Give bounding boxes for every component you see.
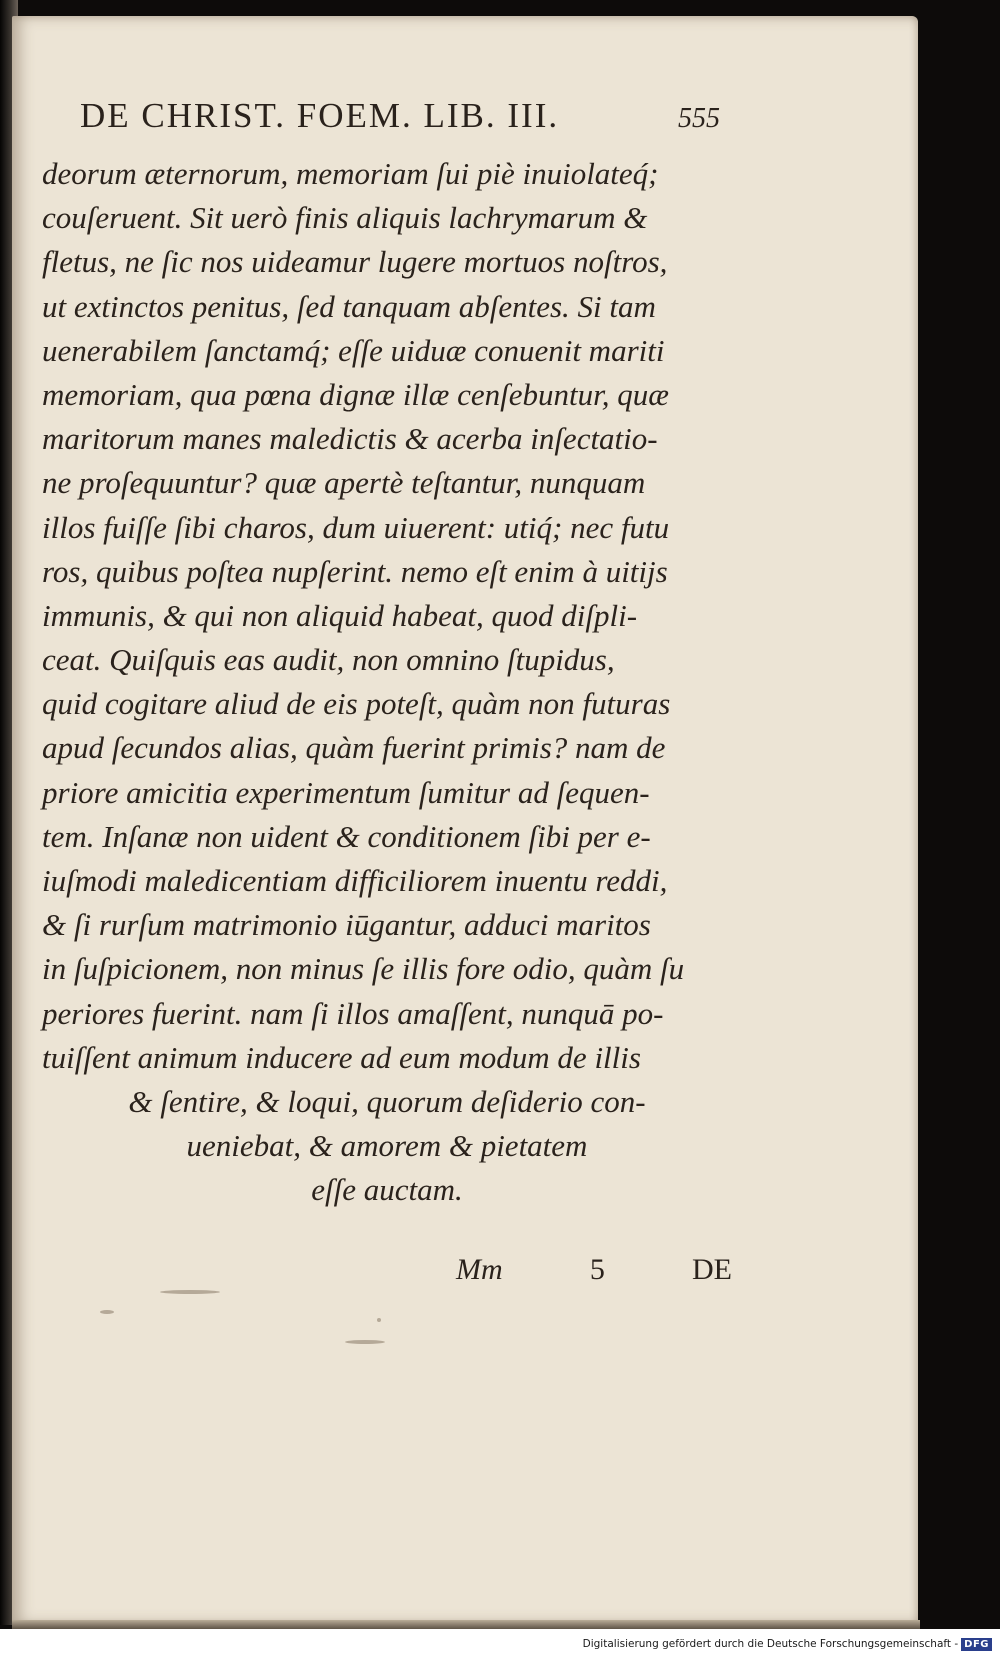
dfg-logo: DFG (961, 1638, 992, 1651)
body-text (42, 152, 732, 1213)
folio-number: 555 (678, 103, 720, 134)
text-line: ros, quibus poſtea nupſerint. nemo eſt enim à uitijs (42, 553, 668, 589)
text-line: maritorum manes maledictis & acerba inſectatio- (42, 421, 658, 457)
ink-speck (160, 1290, 220, 1294)
text-line: immunis, & qui non aliquid habeat, quod diſpli- (42, 597, 638, 633)
text-line: ceat. Quiſquis eas audit, non omnino ſtupidus, (42, 642, 615, 678)
ink-speck (345, 1340, 385, 1344)
text-line: ne proſequuntur? quæ apertè teſtantur, nunquam (42, 465, 646, 501)
ink-speck (377, 1318, 381, 1322)
text-line: in ſuſpicionem, non minus ſe illis fore odio, quàm ſu (42, 951, 685, 987)
text-line: quid cogitare aliud de eis poteſt, quàm non futuras (42, 686, 671, 722)
text-line: tem. Inſanæ non uident & conditionem ſibi per e- (42, 818, 651, 854)
ink-speck (100, 1310, 114, 1314)
running-head-title: DE CHRIST. FOEM. LIB. III. (80, 96, 560, 135)
text-line: priore amicitia experimentum ſumitur ad ſequen- (42, 774, 650, 810)
text-line: apud ſecundos alias, quàm fuerint primis? nam de (42, 730, 666, 766)
text-line: iuſmodi maledicentiam difficiliorem inuentu reddi, (42, 863, 668, 898)
text-line: ueniebat, & amorem & pietatem (186, 1128, 588, 1164)
funding-credit: Digitalisierung gefördert durch die Deutsche Forschungsgemeinschaft - (582, 1638, 959, 1650)
text-line: & ſi rurſum matrimonio iūgantur, adduci maritos (42, 907, 651, 943)
text-line: tuiſſent animum inducere ad eum modum de illis (42, 1039, 641, 1075)
text-line: deorum æternorum, memoriam ſui piè inuiolateq́; (42, 156, 659, 191)
footer-bar (0, 1629, 1000, 1659)
catchword: DE (692, 1253, 732, 1286)
text-line: & ſentire, & loqui, quorum deſiderio con- (128, 1083, 646, 1119)
catchline (456, 1253, 732, 1287)
signature-mark: Mm (456, 1253, 503, 1286)
text-line: illos fuiſſe ſibi charos, dum uiuerent: utiq́; nec futu (42, 509, 670, 545)
text-line: fletus, ne ſic nos uideamur lugere mortuos noſtros, (42, 244, 668, 280)
text-line: couſeruent. Sit uerò finis aliquis lachrymarum & (42, 200, 648, 236)
text-line: memoriam, qua pœna dignæ illæ cenſebuntur, quæ (42, 376, 669, 412)
text-line: periores fuerint. nam ſi illos amaſſent, nunquā po- (42, 995, 664, 1031)
running-head (80, 96, 720, 136)
text-line: uenerabilem ſanctamq́; eſſe uiduæ conuenit mariti (42, 332, 665, 368)
signature-number: 5 (589, 1253, 605, 1286)
text-line: eſſe auctam. (311, 1172, 463, 1208)
text-line: ut extinctos penitus, ſed tanquam abſentes. Si tam (42, 288, 656, 324)
